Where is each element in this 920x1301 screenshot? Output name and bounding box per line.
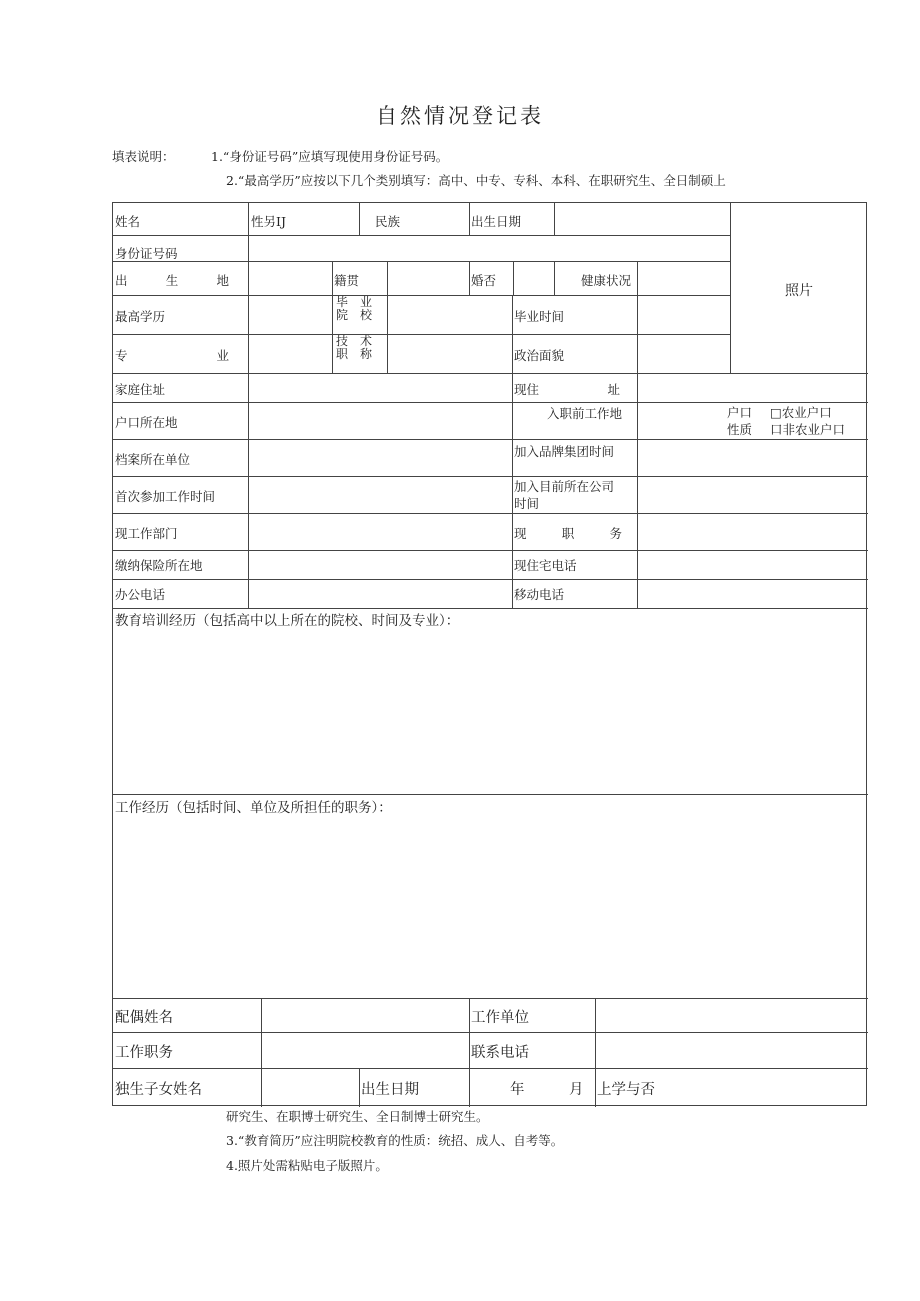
label-department: 现工作部门 [115,526,178,541]
label-current-address: 现住 址 [514,382,620,397]
instruction-4: 4.照片处需粘贴电子版照片。 [226,1158,388,1173]
label-native-place: 籍贯 [334,273,360,288]
label-position: 现 职 务 [514,526,622,541]
label-birthplace: 出 生 地 [115,273,229,288]
label-child-birth: 出生日期 [361,1082,419,1098]
label-month: 月 [569,1082,584,1098]
label-grad-time: 毕业时间 [514,309,565,324]
label-insurance-location: 缴纳保险所在地 [115,558,203,573]
checkbox-non-agricultural[interactable]: 口非农业户口 [770,422,846,437]
instruction-2-continued: 研究生、在职博士研究生、全日制博士研究生。 [226,1109,489,1124]
label-political: 政治面貌 [514,348,565,363]
label-child-name: 独生子女姓名 [115,1082,202,1098]
label-birth-date: 出生日期 [471,214,522,229]
label-office-phone: 办公电话 [115,587,166,602]
label-mobile: 移动电话 [514,587,565,602]
label-school: 上学与否 [597,1082,655,1098]
instruction-3: 3.“教育简历”应注明院校教育的性质：统招、成人、自考等。 [226,1133,564,1148]
label-ethnicity: 民族 [375,214,401,229]
label-major: 专 业 [115,348,229,363]
instructions-label: 填表说明： [112,149,175,164]
label-prev-workplace: 入职前工作地 [547,406,623,421]
label-work-history: 工作经历（包括时间、单位及所担任的职务）： [115,800,392,816]
instruction-1: 1.“身份证号码”应填写现使用身份证号码。 [211,149,449,164]
label-year: 年 [510,1082,525,1098]
label-home-phone: 现住宅电话 [514,558,577,573]
label-education-history: 教育培训经历（包括高中以上所在的院校、时间及专业）： [115,613,460,629]
label-join-group-time: 加入品牌集团时间 [514,444,615,459]
label-contact-phone: 联系电话 [471,1045,529,1061]
label-education: 最高学历 [115,309,166,324]
label-health: 健康状况 [581,273,632,288]
checkbox-agricultural[interactable]: □农业户口 [770,405,832,420]
photo-placeholder: 照片 [785,283,813,299]
page-title: 自然情况登记表 [376,104,544,128]
label-archive-unit: 档案所在单位 [115,452,191,467]
label-join-company-time: 加入目前所在公司 时间 [514,479,615,511]
label-marital: 婚否 [471,273,497,288]
label-id-number: 身份证号码 [115,246,178,261]
label-work-unit: 工作单位 [471,1010,529,1026]
label-name: 姓名 [115,214,141,229]
instruction-2: 2.“最高学历”应按以下几个类别填写：高中、中专、专科、本科、在职研究生、全日制硕上 [226,173,726,188]
label-hukou-location: 户口所在地 [115,415,178,430]
label-first-work-time: 首次参加工作时间 [115,489,216,504]
label-hukou-type: 户口 性质 [727,405,753,437]
label-gender: 性另IJ [251,214,286,229]
label-spouse-name: 配偶姓名 [115,1010,173,1026]
label-job-title: 工作职务 [115,1045,173,1061]
label-home-address: 家庭住址 [115,382,166,397]
hukou-type-options [770,404,845,438]
registration-form [112,202,867,1106]
label-grad-school: 毕 业 院 校 [336,295,373,322]
label-tech-title: 技 术 职 称 [336,334,373,361]
